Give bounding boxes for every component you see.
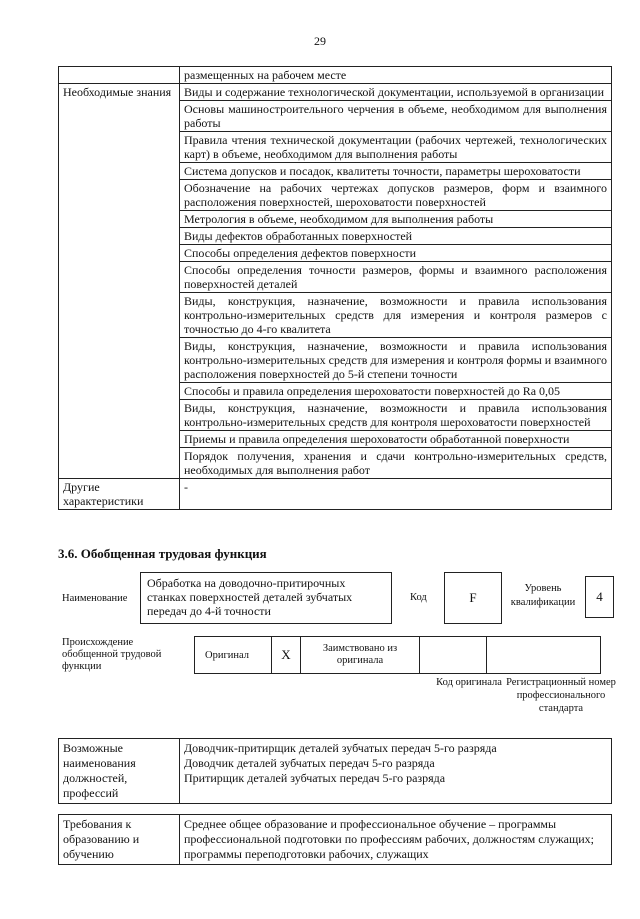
education-value: Среднее общее образование и профессиональное обучение – программы профессиональной подготовки по профессиям рабочих, должностям служащих; программы переподготовки рабочих, служащих: [180, 815, 612, 865]
position-item: Притирщик деталей зубчатых передач 5-го разряда: [184, 771, 446, 785]
positions-label: Возможные наименования должностей, профессий: [59, 739, 180, 804]
section-title: 3.6. Обобщенная трудовая функция: [58, 546, 267, 561]
knowledge-item: Виды, конструкция, назначение, возможности и правила использования контрольно-измерительных средств для измерения и контроля размеров с точностью до 4-го квалитета: [180, 293, 612, 338]
borrowed-label: Заимствовано из оригинала: [301, 637, 420, 674]
code-value: F: [444, 572, 502, 624]
knowledge-item: Метрология в объеме, необходимом для выполнения работы: [180, 211, 612, 228]
code-original-label: Код оригинала: [436, 677, 502, 688]
other-characteristics-label: Другие характеристики: [59, 479, 180, 510]
knowledge-top-row: размещенных на рабочем месте: [180, 67, 612, 84]
knowledge-label: Необходимые знания: [59, 84, 180, 479]
qualification-level-label: Уровень квалификации: [510, 583, 576, 608]
knowledge-item: Способы определения точности размеров, формы и взаимного расположения поверхностей деталей: [180, 262, 612, 293]
reg-number-label: Регистрационный номер профессионального стандарта: [506, 677, 616, 714]
empty-label-cell: [59, 67, 180, 84]
other-characteristics-value: -: [180, 479, 612, 510]
education-table: [58, 814, 612, 865]
code-label: Код: [410, 592, 427, 603]
positions-table: [58, 738, 612, 804]
knowledge-item: Правила чтения технической документации (рабочих чертежей, технологических карт) в объеме, необходимом для выполнения работы: [180, 132, 612, 163]
knowledge-item: Виды и содержание технологической документации, используемой в организации: [180, 84, 612, 101]
knowledge-item: Способы и правила определения шероховатости поверхностей до Ra 0,05: [180, 383, 612, 400]
qualification-level-value: 4: [585, 576, 614, 618]
original-mark: X: [272, 637, 301, 674]
education-label: Требования к образованию и обучению: [59, 815, 180, 865]
knowledge-item: Способы определения дефектов поверхности: [180, 245, 612, 262]
original-label: Оригинал: [195, 637, 272, 674]
knowledge-item: Основы машиностроительного черчения в объеме, необходимом для выполнения работы: [180, 101, 612, 132]
position-item: Доводчик деталей зубчатых передач 5-го разряда: [184, 756, 435, 770]
positions-list: [180, 739, 612, 804]
knowledge-item: Система допусков и посадок, квалитеты точности, параметры шероховатости: [180, 163, 612, 180]
page-number: 29: [314, 34, 326, 48]
knowledge-table: [58, 66, 612, 510]
name-label: Наименование: [62, 593, 128, 604]
knowledge-item: Порядок получения, хранения и сдачи контрольно-измерительных средств, необходимых для выполнения работ: [180, 448, 612, 479]
knowledge-item: Виды, конструкция, назначение, возможности и правила использования контрольно-измерительных средств для измерения и контроля формы и взаимного расположения поверхностей до 5-й степени точности: [180, 338, 612, 383]
origin-table: [194, 636, 601, 674]
name-value: Обработка на доводочно-притирочных станках поверхностей деталей зубчатых передач до 4-й точности: [140, 572, 392, 624]
knowledge-item: Виды, конструкция, назначение, возможности и правила использования контрольно-измерительных средств для контроля шероховатости поверхностей: [180, 400, 612, 431]
reg-number-cell: [487, 637, 601, 674]
origin-label: Происхождение обобщенной трудовой функции: [62, 637, 162, 672]
knowledge-item: Обозначение на рабочих чертежах допусков размеров, форм и взаимного расположения поверхностей, шероховатости поверхностей: [180, 180, 612, 211]
knowledge-item: Виды дефектов обработанных поверхностей: [180, 228, 612, 245]
position-item: Доводчик-притирщик деталей зубчатых передач 5-го разряда: [184, 741, 497, 755]
knowledge-item: Приемы и правила определения шероховатости обработанной поверхности: [180, 431, 612, 448]
code-original-cell: [420, 637, 487, 674]
